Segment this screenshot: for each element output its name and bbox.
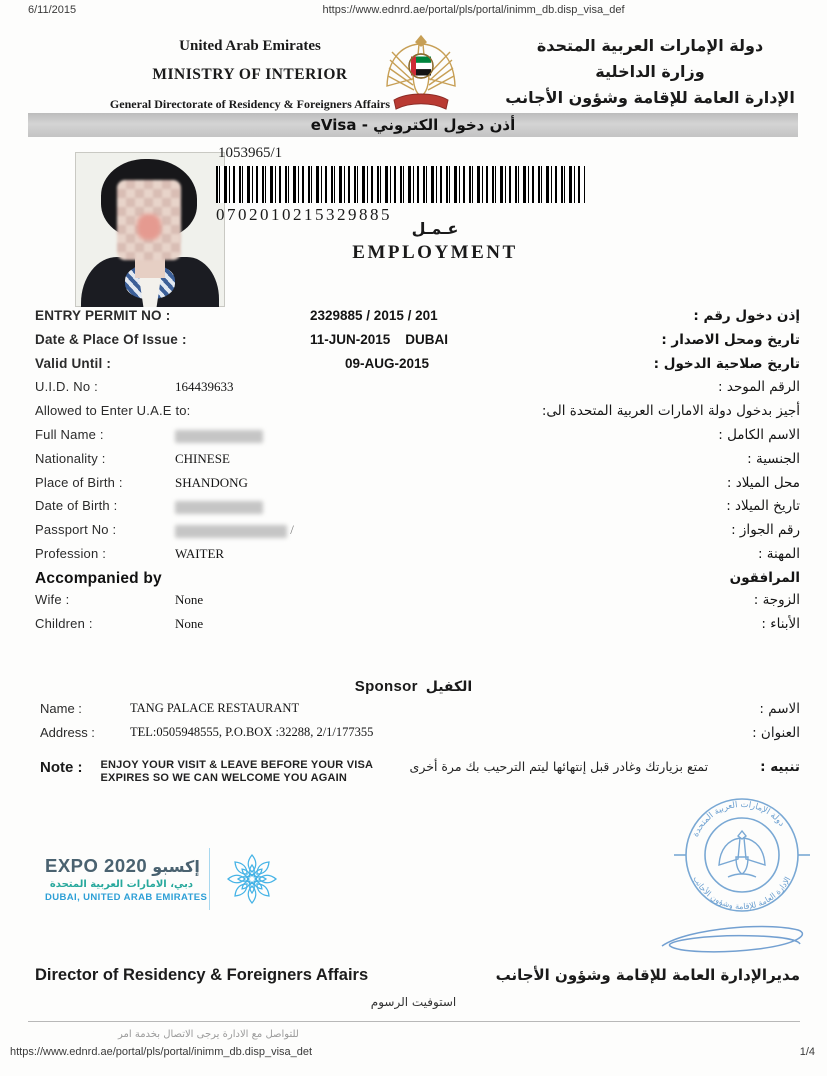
evisa-title-banner [28, 113, 798, 137]
detail-label-ar: الأبناء : [761, 615, 800, 632]
note-row [40, 759, 800, 785]
row-accompanied-by [35, 570, 800, 592]
fees-collected-ar: استوفيت الرسوم [370, 995, 457, 1009]
print-date: 6/11/2015 [28, 4, 77, 16]
detail-label: Date of Birth : [35, 498, 118, 514]
detail-label-ar: المهنة : [757, 545, 800, 562]
expo-separator-line [209, 848, 210, 910]
detail-value-redacted [175, 427, 718, 443]
header-arabic [500, 36, 800, 114]
detail-label: Profession : [35, 545, 107, 561]
detail-label-ar: تاريخ ومحل الاصدار : [661, 331, 800, 348]
file-number: 1053965/1 [218, 145, 283, 161]
detail-value: None [175, 615, 204, 631]
detail-value: 164439633 [175, 379, 234, 395]
note-text-ar: تمتع بزيارتك وغادر قبل إنتهائها ليتم الترحيب بك مرة أخرى [409, 759, 709, 774]
expo-title-ar: إكسبو [152, 857, 200, 876]
stamp-ring-text-bottom: الإدارة العامة للإقامة وشؤون الأجانب [691, 874, 793, 912]
detail-label-ar: إذن دخول رقم : [693, 308, 800, 324]
sponsor-address-row [40, 725, 800, 741]
applicant-photo [75, 152, 225, 307]
uae-falcon-emblem-icon [380, 30, 462, 121]
director-title-en: Director of Residency & Foreigners Affairs [35, 966, 369, 984]
barcode-number: 0702010215329885 [216, 205, 392, 224]
sponsor-name-label-ar: الاسم : [759, 701, 800, 717]
svg-text:الإدارة العامة للإقامة وشؤون ا [691, 875, 792, 912]
detail-label-ar: الزوجة : [753, 591, 800, 608]
visa-type-english: EMPLOYMENT [352, 242, 518, 263]
expo-text-block [45, 855, 208, 903]
note-label-ar: تنبيه : [760, 759, 800, 775]
sponsor-name-label: Name : [40, 701, 82, 716]
row-allowed-to-enter [35, 403, 800, 427]
detail-value: WAITER [175, 545, 225, 561]
expo-subtitle-en: DUBAI, UNITED ARAB EMIRATES [45, 892, 208, 903]
detail-label: Full Name : [35, 426, 104, 442]
section-heading-ar: المرافقون [729, 569, 800, 586]
page-number: 1/4 [799, 1046, 815, 1058]
detail-value: 2329885 / 2015 / 201 [310, 308, 438, 323]
row-entry-permit-no [35, 308, 800, 332]
detail-label: Nationality : [35, 450, 106, 466]
detail-label: Children : [35, 615, 93, 631]
sponsor-heading-en: Sponsor [354, 678, 418, 695]
row-full-name [35, 427, 800, 451]
row-children [35, 616, 800, 640]
directorate-name-ar: الإدارة العامة للإقامة وشؤون الأجانب [505, 88, 795, 107]
footer-divider [28, 1021, 800, 1022]
sponsor-heading-ar: الكفيل [425, 679, 473, 695]
detail-label: Passport No : [35, 522, 117, 538]
detail-label: Wife : [35, 591, 70, 607]
print-footer [10, 1046, 815, 1058]
detail-label: Allowed to Enter U.A.E to: [35, 403, 191, 419]
sponsor-name-row [40, 701, 800, 717]
ministry-name-en: MINISTRY OF INTERIOR [152, 66, 348, 83]
director-title-ar: مديرالإدارة العامة للإقامة وشؤون الأجانب [495, 966, 800, 984]
official-stamp-icon [672, 793, 812, 928]
detail-label-ar: الجنسية : [747, 450, 800, 467]
sponsor-address-label-ar: العنوان : [752, 725, 800, 741]
detail-value: None [175, 591, 204, 607]
barcode [216, 166, 585, 203]
sponsor-address-label: Address : [40, 725, 95, 740]
note-text-en [101, 759, 381, 785]
expo-title-en: EXPO 2020 [45, 855, 148, 876]
sponsor-heading [0, 678, 827, 696]
contact-note-ar: للتواصل مع الادارة يرجى الاتصال بخدمة امر [118, 1029, 299, 1040]
note-text-en-line1: ENJOY YOUR VISIT & LEAVE BEFORE YOUR VISA [100, 759, 374, 771]
note-label-en: Note : [40, 759, 83, 776]
detail-label-ar: أجيز بدخول دولة الامارات العربية المتحدة الى: [541, 403, 800, 420]
detail-label: Place of Birth : [35, 474, 123, 490]
detail-label-ar: محل الميلاد : [726, 474, 800, 491]
redaction-blur [175, 430, 263, 443]
section-heading: Accompanied by [35, 569, 162, 587]
expo-rosette-icon [224, 851, 280, 907]
row-uid-no [35, 379, 800, 403]
detail-label-ar: تاريخ صلاحية الدخول : [653, 355, 800, 372]
row-nationality [35, 451, 800, 475]
redaction-blur [175, 501, 263, 514]
detail-value: CHINESE [175, 450, 230, 466]
note-text-en-line2: EXPIRES SO WE CAN WELCOME YOU AGAIN [100, 772, 348, 784]
visa-details-table [35, 308, 800, 639]
expo-2020-logo [45, 848, 280, 910]
signature-icon [648, 916, 813, 966]
detail-label: ENTRY PERMIT NO : [35, 308, 171, 323]
detail-label-ar: تاريخ الميلاد : [726, 498, 800, 515]
detail-value: SHANDONG [175, 474, 248, 490]
sponsor-name-value: TANG PALACE RESTAURANT [130, 701, 300, 715]
row-date-place-issue [35, 332, 800, 356]
expo-title [45, 855, 200, 877]
ministry-name-ar: وزارة الداخلية [595, 62, 705, 81]
redaction-suffix: / [290, 522, 294, 538]
country-name-en: United Arab Emirates [179, 38, 321, 54]
row-wife [35, 592, 800, 616]
expo-subtitle-ar: دبي، الامارات العربية المتحدة [49, 879, 193, 890]
detail-value: 11-JUN-2015 DUBAI [310, 331, 449, 347]
detail-value-redacted [175, 522, 731, 538]
detail-label: Valid Until : [35, 355, 112, 371]
detail-label-ar: الاسم الكامل : [718, 426, 800, 443]
evisa-title: أذن دخول الكتروني - eVisa [310, 116, 516, 134]
row-place-of-birth [35, 475, 800, 499]
row-profession [35, 546, 800, 570]
detail-label-ar: رقم الجواز : [731, 522, 800, 539]
country-name-ar: دولة الإمارات العربية المتحدة [536, 36, 764, 55]
sponsor-address-value: TEL:0505948555, P.O.BOX :32288, 2/1/177355 [130, 725, 374, 739]
row-date-of-birth [35, 498, 800, 522]
detail-label-ar: الرقم الموحد : [718, 379, 800, 396]
photo-face-blur [137, 214, 161, 240]
visa-type-arabic: عـمـل [411, 219, 459, 238]
directorate-name-en: General Directorate of Residency & Foreigners Affairs [109, 97, 391, 111]
row-passport-no [35, 522, 800, 546]
print-url-top: https://www.ednrd.ae/portal/pls/portal/inimm_db.disp_visa_def [322, 4, 625, 16]
detail-label: U.I.D. No : [35, 379, 98, 395]
stamp-ring-text-top: دولة الإمارات العربية المتحدة [690, 799, 787, 839]
redaction-blur [175, 525, 287, 538]
detail-value: 09-AUG-2015 [345, 355, 430, 371]
detail-label: Date & Place Of Issue : [35, 331, 187, 347]
director-row [35, 966, 800, 985]
detail-value-redacted [175, 498, 726, 514]
row-valid-until [35, 356, 800, 380]
print-url-bottom: https://www.ednrd.ae/portal/pls/portal/inimm_db.disp_visa_det [10, 1046, 313, 1058]
